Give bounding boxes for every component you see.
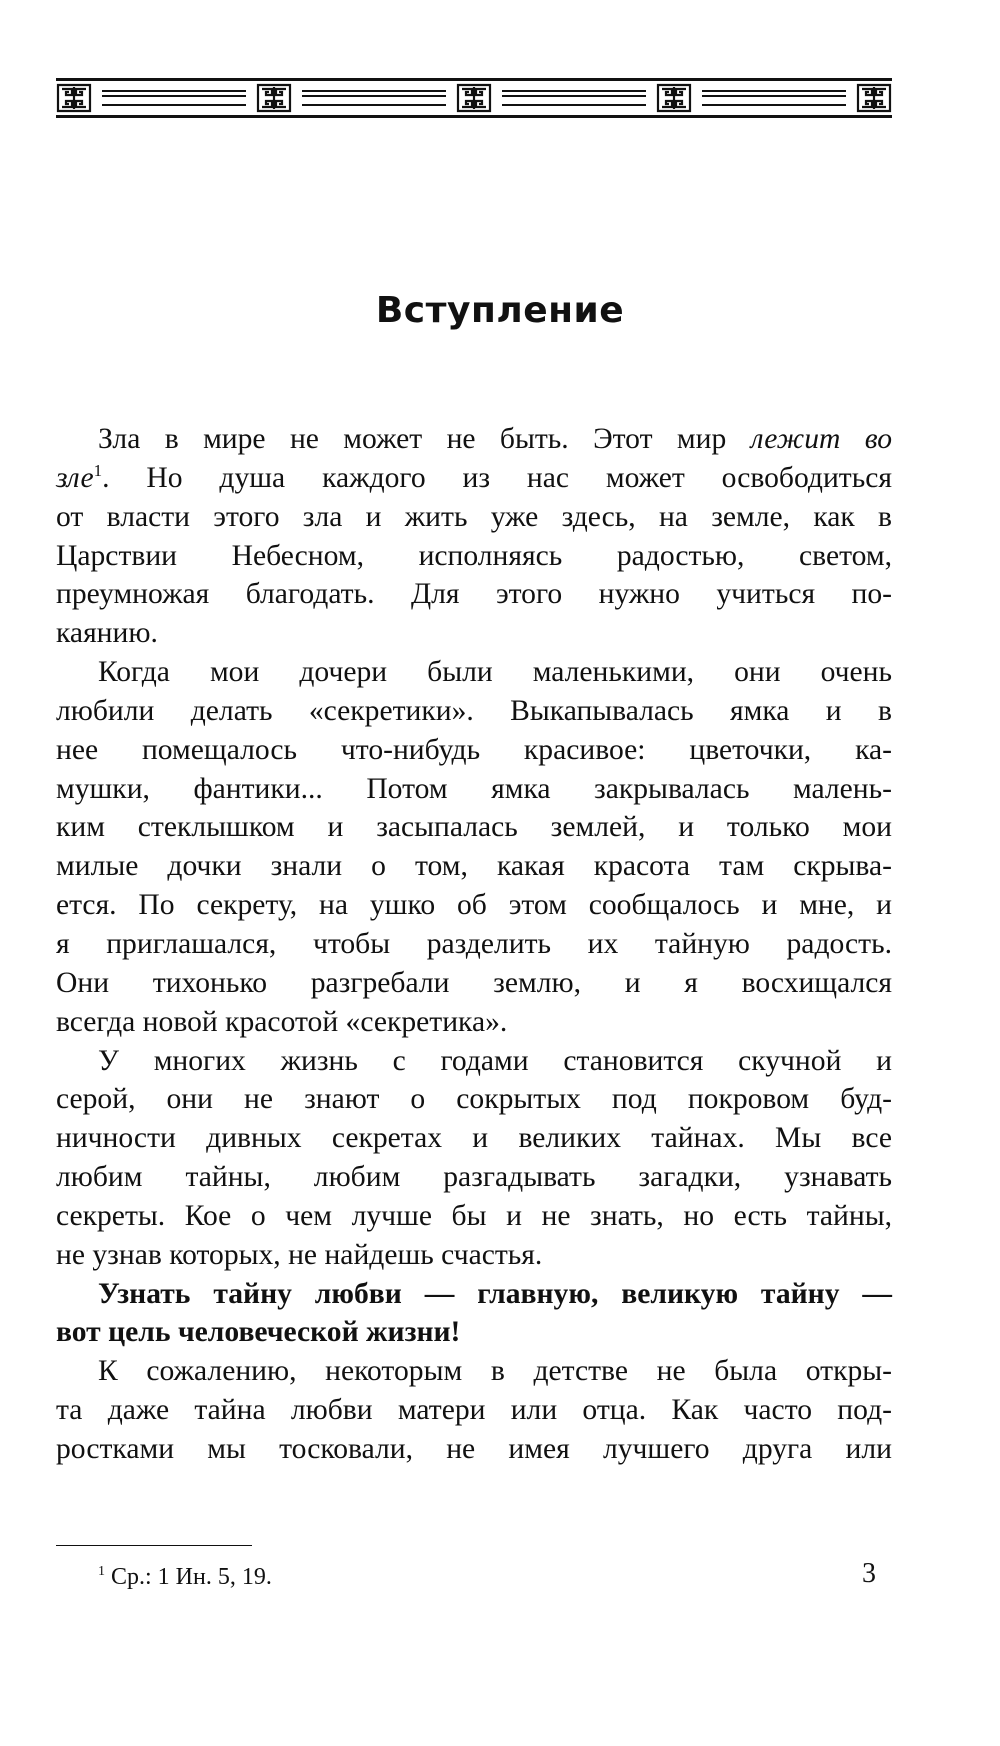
text-line <box>56 1197 892 1236</box>
text-line <box>56 692 892 731</box>
text-line <box>56 1391 892 1430</box>
fret-ornament-icon <box>456 83 492 113</box>
fret-ornament-icon <box>256 83 292 113</box>
text-line <box>56 1275 892 1314</box>
text-line <box>56 1119 892 1158</box>
text-line <box>56 1042 892 1081</box>
text-line <box>56 614 892 653</box>
text-line <box>56 847 892 886</box>
footnote-divider <box>56 1545 252 1546</box>
text-run: Зла в мире не может не быть. Этот мир <box>98 423 751 455</box>
paragraph <box>56 653 892 1041</box>
text-line <box>56 1080 892 1119</box>
footnote <box>98 1562 272 1592</box>
ornament-rule <box>702 90 846 106</box>
text-run: . Но душа каждого из нас может освободиться <box>102 461 892 494</box>
text-run: вот цель человеческой жизни! <box>56 1316 461 1349</box>
text-line <box>56 498 892 537</box>
text-run: У многих жизнь с годами становится скучной и <box>98 1044 892 1077</box>
italic-text: зле <box>56 461 94 494</box>
text-run: преумножая благодать. Для этого нужно учиться по- <box>56 578 892 611</box>
paragraph <box>56 1275 892 1353</box>
ornament-rule <box>102 90 246 106</box>
text-run: милые дочки знали о том, какая красота там скрыва- <box>56 850 892 883</box>
text-line <box>56 653 892 692</box>
text-line <box>56 964 892 1003</box>
text-line <box>56 770 892 809</box>
text-line <box>56 1158 892 1197</box>
footnote-reference: 1 <box>93 460 103 480</box>
text-run: ется. По секрету, на ушко об этом сообщалось и мне, и <box>56 889 892 922</box>
text-run: от власти этого зла и жить уже здесь, на земле, как в <box>56 500 892 533</box>
fret-ornament-icon <box>56 83 92 113</box>
text-line <box>56 1236 892 1275</box>
text-line <box>56 537 892 576</box>
text-line <box>56 731 892 770</box>
chapter-title: Вступление <box>375 290 625 331</box>
text-run: та даже тайна любви матери или отца. Как часто под- <box>56 1394 892 1427</box>
text-run: серой, они не знают о сокрытых под покровом буд- <box>56 1083 892 1116</box>
fret-ornament-icon <box>656 83 692 113</box>
italic-text: лежит во <box>750 423 892 455</box>
text-run: мушки, фантики... Потом ямка закрывалась малень- <box>56 772 892 805</box>
text-run: я приглашался, чтобы разделить их тайную радость. <box>56 927 892 960</box>
ornament-rule <box>302 90 446 106</box>
text-run: нее помещалось что-нибудь красивое: цветочки, ка- <box>56 733 892 766</box>
text-run: всегда новой красотой «секретика». <box>56 1005 508 1038</box>
paragraph <box>56 420 892 653</box>
text-run: Узнать тайну любви — главную, великую тайну — <box>98 1277 892 1310</box>
text-run: Они тихонько разгребали землю, и я восхищался <box>56 966 892 999</box>
text-run: любим тайны, любим разгадывать загадки, узнавать <box>56 1161 892 1194</box>
ornament-rule <box>502 90 646 106</box>
text-line <box>56 1003 892 1042</box>
paragraph <box>56 1042 892 1275</box>
text-run: ничности дивных секретах и великих тайнах. Мы все <box>56 1122 892 1155</box>
text-run: любили делать «секретики». Выкапывалась ямка и в <box>56 694 892 727</box>
fret-ornament-icon <box>856 83 892 113</box>
text-line <box>56 808 892 847</box>
footnote-text: Ср.: 1 Ин. 5, 19. <box>105 1564 272 1590</box>
footnote-marker: 1 <box>98 1564 105 1579</box>
header-ornament <box>56 78 892 118</box>
text-run: ростками мы тосковали, не имея лучшего друга или <box>56 1432 892 1465</box>
text-run: ким стеклышком и засыпалась землей, и только мои <box>56 811 892 844</box>
body-text <box>56 420 892 1469</box>
text-line <box>56 925 892 964</box>
text-run: Когда мои дочери были маленькими, они очень <box>98 656 892 689</box>
text-line <box>56 420 892 459</box>
text-line <box>56 1430 892 1469</box>
text-run: каянию. <box>56 617 158 650</box>
page-number: 3 <box>862 1558 876 1589</box>
text-line <box>56 575 892 614</box>
text-line <box>56 886 892 925</box>
text-run: не узнав которых, не найдешь счастья. <box>56 1238 543 1271</box>
text-line <box>56 459 892 498</box>
text-line <box>56 1352 892 1391</box>
text-run: секреты. Кое о чем лучше бы и не знать, но есть тайны, <box>56 1199 892 1232</box>
paragraph <box>56 1352 892 1469</box>
text-run: К сожалению, некоторым в детстве не была откры- <box>98 1355 892 1388</box>
text-line <box>56 1313 892 1352</box>
text-run: Царствии Небесном, исполняясь радостью, светом, <box>56 539 892 572</box>
